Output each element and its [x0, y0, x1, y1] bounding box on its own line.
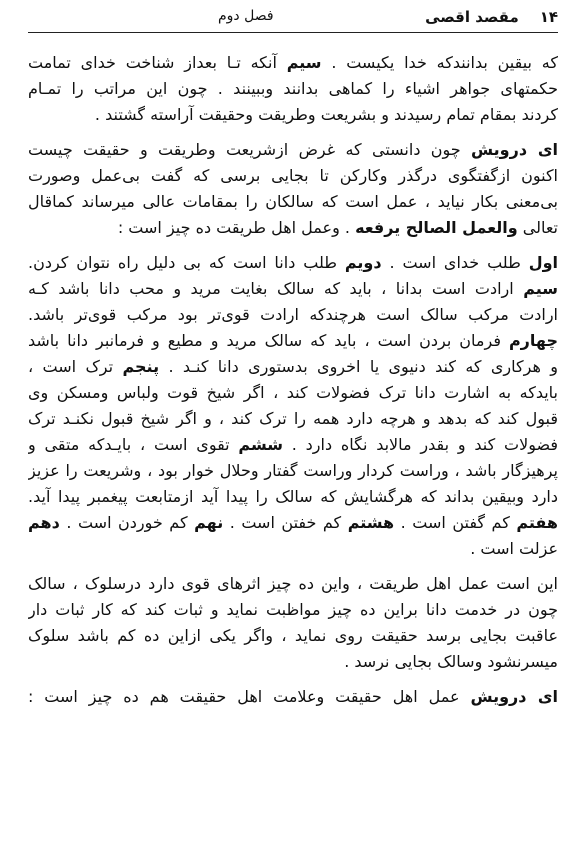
text-line [28, 684, 558, 710]
text-line [28, 380, 558, 406]
text-line [28, 76, 558, 102]
text-line [28, 597, 558, 623]
bold-term: اول [528, 253, 558, 272]
text-run: اکنون ازگفتگوی درگذر وکارکن تا بجایی برسی که گفت بی‌عمل وصورت [28, 166, 558, 185]
text-run: دارد وبیقین بداند که هرگشایش که سالک را پیدا آید ازمتابعت پیغمبر پیدا آید. [28, 487, 558, 506]
text-run: چون در خدمت دانا براین ده چیز مواظبت نماید و ثبات کند که کار ثبات دار [28, 600, 558, 619]
bold-term: هشتم [347, 513, 395, 532]
bold-term: والعمل الصالح یرفعه [355, 218, 518, 237]
text-run: آنکه تـا بعداز شناخت خدای تمامت [28, 53, 287, 72]
text-run: پرهیزگار باشد ، وراست کردار وراست گفتار وحلال خوار بود ، وشریعت را عزیز [28, 461, 558, 480]
text-line [28, 102, 558, 128]
text-line [28, 432, 558, 458]
text-run: چون دانستی که غرض ازشریعت وطریقت و حقیقت چیست [28, 140, 472, 159]
page-body [28, 50, 558, 710]
text-line [28, 137, 558, 163]
text-line [28, 484, 558, 510]
text-line [28, 354, 558, 380]
text-run: حکمتهای جواهر اشیاء را کماهی بدانند وببینند . چون این مراتب را تمـام [28, 79, 558, 98]
bold-term: ششم [238, 435, 283, 454]
text-line [28, 302, 558, 328]
text-run: تعالی [517, 218, 558, 237]
text-line [28, 250, 558, 276]
book-title: مقصد اقصی [425, 8, 519, 26]
text-run: عاقبت بجایی برسد حقیقت روی نماید ، واگر یکی ازاین ده کم باشد سلوک [28, 626, 558, 645]
text-run: ارادت است بدانا ، باید که سالک بغایت مرید و محب دانا باشد کـه [28, 279, 524, 298]
text-run: میسرنشود وسالک بجایی نرسد . [344, 652, 558, 671]
bold-term: دویم [344, 253, 382, 272]
text-run: کم گفتن است . [394, 513, 517, 532]
text-line [28, 571, 558, 597]
bold-term: سیم [523, 279, 558, 298]
bold-term: نهم [194, 513, 224, 532]
text-run: فرمان بردن است ، باید که سالک مرید و مطیع و فرمانبر دانا باشد [28, 331, 509, 350]
header-title-group [425, 8, 558, 26]
text-line [28, 510, 558, 536]
text-run: قبول کند که بدهد و هرچه دارد همه را ترک کند ، و اگر شیخ قبول نکنـد ترک [28, 409, 558, 428]
text-run: کم خفتن است . [223, 513, 348, 532]
text-line [28, 458, 558, 484]
text-run: تقوی است ، بایـدکه متقی و [28, 435, 239, 454]
bold-term: ای درویش [470, 687, 558, 706]
text-run: طلب خدای است . [381, 253, 529, 272]
text-run: بی‌معنی بکار نیاید ، عمل است که سالکان را بمقامات عالی میرساند کماقال [28, 192, 558, 211]
text-line [28, 536, 558, 562]
text-run: این است عمل اهل طریقت ، واین ده چیز اثرهای قوی دارد درسلوک ، سالک [28, 574, 558, 593]
text-line [28, 328, 558, 354]
bold-term: ای درویش [471, 140, 558, 159]
text-line [28, 406, 558, 432]
text-line [28, 189, 558, 215]
text-line [28, 215, 558, 241]
bold-term: سیم [286, 53, 322, 72]
text-run: بایدکه به اشارت دانا ترک فضولات کند ، اگر شیخ قوت ولباس ومسکن وی [28, 383, 558, 402]
bold-term: دهم [28, 513, 60, 532]
text-run: کم خوردن است . [59, 513, 195, 532]
chapter-title: فصل دوم [218, 8, 274, 24]
bold-term: چهارم [508, 331, 558, 350]
text-run: طلب دانا است که بی دلیل راه نتوان کردن. [28, 253, 345, 272]
text-run: ترک است ، [28, 357, 123, 376]
text-line [28, 50, 558, 76]
page-header [28, 6, 558, 33]
page-number: ۱۴ [539, 8, 558, 26]
text-run: عمل اهل حقیقت وعلامت اهل حقیقت هم ده چیز است : [28, 687, 471, 706]
text-line [28, 163, 558, 189]
text-run: ارادت مرکب سالک است هرچندکه ارادت قوی‌تر بود مرکب قوی‌تر باشد. [28, 305, 558, 324]
text-run: کردند بمقام تمام رسیدند و بشریعت وطریقت وحقیقت آراسته گشتند . [94, 105, 558, 124]
text-run: . وعمل اهل طریقت ده چیز است : [117, 218, 356, 237]
text-run: و هرکاری که کند دنیوی یا اخروی بدستوری دانا کنـد . [159, 357, 558, 376]
text-run: که بیقین بدانندکه خدا یکیست . [321, 53, 558, 72]
text-line [28, 623, 558, 649]
text-line [28, 276, 558, 302]
text-line [28, 649, 558, 675]
text-run: عزلت است . [470, 539, 558, 558]
text-run: فضولات کند و بقدر مالابد نگاه دارد . [282, 435, 558, 454]
bold-term: پنجم [122, 357, 160, 376]
bold-term: هفتم [516, 513, 558, 532]
